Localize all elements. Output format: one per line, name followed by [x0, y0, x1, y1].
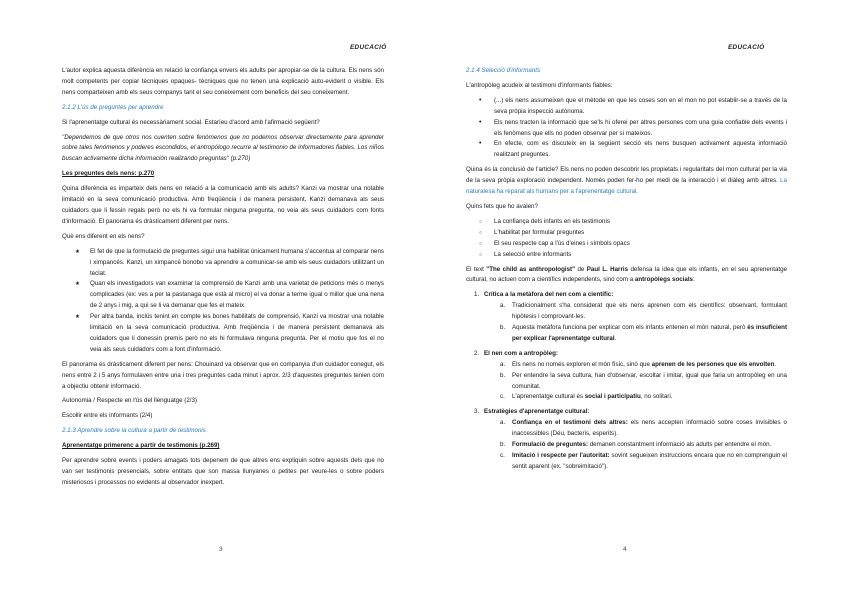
- outline-list: [466, 290, 787, 473]
- conclusion-highlight: La naturalesa ha reparat als humans per a l'aprenentatge cultural.: [466, 177, 787, 196]
- list-item: ★ Quan els investigadors van examinar la comprensió de Kanzi amb una varietat de peticions més o menys complicades (ex: ves a per la pastanaga que està al micro) el va donar a terme igual o millor que una nena de 2 anys i mig, a qui se li va demanar que fes el mateix.: [62, 279, 384, 312]
- sub-item: [484, 392, 787, 403]
- section-heading: Les preguntes dels nens: p.270: [62, 170, 155, 178]
- page-number: 4: [623, 546, 627, 553]
- sub-letter: c.: [500, 393, 505, 401]
- list-item: • Els nens tracten la informació que se'ls hi oferei per altres persones com una guia confiable dels events i els fenòmens que ells no poden observar per si mateixos.: [466, 118, 787, 140]
- paragraph: L'autor explica aquesta diferència en relació la confiança envers els adults per apropiar-se de la cultura. Els nens són molt competents per copiar tècniques opaques- tècniques que no tenen una explicació auto-evident o visible. Els nens comparteixen amb els seus companys tant el seu coneixement com beneficis del seu coneixement.: [62, 67, 384, 96]
- sub-bold: social i participatiu: [584, 393, 641, 401]
- question: Si l'aprenentatge cultural és necessàriament social. Estaríeu d'acord amb l'afirmació següent?: [62, 118, 320, 126]
- text-run: de: [575, 265, 587, 273]
- sub-letter: a.: [500, 302, 506, 310]
- sub-bold: Confiança en el testimoni dels altres:: [512, 419, 628, 427]
- text-line: Autonomia / Respecte en l'ús del llenguatge (2/3): [62, 397, 197, 405]
- key-term: antropòlegs socials: [634, 276, 694, 284]
- question: Quins fets que ho avalen?: [466, 202, 538, 210]
- paragraph: Quina diferència es imparteix dels nens en relació a la comunicació amb els adults? Kanzi va mostrar una notable limitació en la seva comunicació productiva. Amb freqüència i de manera persistent, Kanzi demanava als seus cuidadors que li fessin regals però no els hi va formular ninguna pregunta, no veia als seus cuidadors com fonts d'informació. El panorama és dràsticament diferent per nens.: [62, 185, 384, 225]
- book-title: "The child as anthropologist": [486, 265, 576, 273]
- outline-title: Crítica a la metàfora del nen com a científic:: [484, 291, 614, 299]
- sub-tail: , no solitari.: [640, 393, 673, 401]
- outline-item: [466, 290, 787, 345]
- outline-number: 2.: [474, 349, 480, 357]
- sub-list: [484, 301, 787, 345]
- page-body: [466, 66, 787, 477]
- sub-letter: b.: [500, 441, 506, 449]
- sub-item: [484, 440, 787, 451]
- section-heading: Aprenentatge primerenc a partir de testimonis (p.269): [62, 442, 220, 450]
- sub-letter: b.: [500, 371, 506, 379]
- page-body: [62, 66, 384, 493]
- star-list: [62, 247, 384, 356]
- sub-text: Els nens no només exploren el món físic, sinó que: [512, 360, 652, 368]
- sub-bold: Imitació i respecte per l'autoritat:: [512, 452, 610, 459]
- sub-bold: és insuficient per explicar l'aprenentatge cultural: [512, 324, 787, 342]
- outline-title: El nen com a antropòleg:: [484, 349, 558, 357]
- sub-letter: a.: [500, 360, 506, 368]
- sub-text: sovint segueixen instruccions encara que no en comprenguin el sentit aparent (ex. "sobreimitació").: [512, 452, 787, 470]
- sub-item: [484, 418, 787, 440]
- sub-bold: Formulació de preguntes:: [512, 441, 588, 449]
- sub-item: [484, 323, 787, 345]
- list-item: • En efecte, com es discuteix en la següent secció els nens busquen activament aquesta informació realitzant preguntes.: [466, 139, 787, 161]
- sub-text: L'aprenentatge cultural és: [512, 393, 585, 401]
- text-run: defensa la idea que els infants, en el seu aprenentatge cultural, no actuen com a científics independents, sinó com a: [466, 265, 787, 284]
- paragraph: El panorama és dràsticament diferent per nens: Chouinard va observar que en companyia d'un cuidador conegut, els nens entre 2 i 5 anys formulaven entre una i tres preguntes cada minut i aprox. 2/3 d'aquestes preguntes tenien com a objectiu obtenir informació.: [62, 360, 384, 390]
- paragraph: [466, 265, 787, 287]
- page-header: EDUCACIÓ: [728, 44, 765, 51]
- list-item: ○ La selecció entre informants: [466, 250, 787, 261]
- sub-list: [484, 360, 787, 404]
- list-item: ★ Per altra banda, inclús tenint en compte les bones habilitats de comprensió, Kanzi va mostrar una notable limitació en la seva comunicació productiva. Amb freqüència i de manera persistent demanava als cuidadors que li donessin premis però no els hi formulava ninguna pregunta. Per el motiu que fos el no veia als seus cuidadors com a font d'informació.: [62, 312, 384, 356]
- sub-tail: .: [774, 360, 777, 368]
- outline-title: Estratègies d'aprenentatge cultural:: [484, 408, 590, 416]
- paragraph: L'antropòleg acudeix al testimoni d'informants fiables:: [466, 81, 613, 89]
- sub-bold: aprenen de les persones que els envolten: [651, 360, 775, 368]
- page-right: [424, 0, 848, 599]
- bullet-list: [466, 96, 787, 161]
- list-item: ○ La confiança dels infants en els testimonis: [466, 217, 787, 228]
- text-run: :: [693, 276, 695, 284]
- outline-number: 3.: [474, 408, 480, 416]
- sub-list: [484, 418, 787, 473]
- sub-text: Tradicionalment s'ha considerat que els nens aprenen com els científics: observant, formulant hipòtesis i comprovant-les.: [512, 302, 787, 321]
- paragraph: Per aprendre sobre events i poders amagats tots depenem de que altres ens expliquin sobre aquests dels que no van ser testimonis presencials, sobre entitats que son massa llunyanes o petites per veure-les o sobre poders misteriosos i processos no evidents al observador inexpert.: [62, 457, 384, 486]
- outline-item: [466, 407, 787, 472]
- circle-list: [466, 217, 787, 261]
- conclusion-paragraph: [466, 165, 787, 198]
- section-subtitle: 2.1.3 Aprendre sobre la cultura a partir de testimonis: [62, 427, 206, 435]
- quote: "Dependemos de que otros nos cuenten sobre fenómenos que no podemos observar directamente para aprender sobre tales fenómenos y poderes escondidos, el antropólogo recurre al testimonio de informadores fiables. Los niños buscan activamente dicha información realizando preguntas" (p.270): [62, 133, 384, 163]
- conclusion-text: Quina és la conclusió de l'article? Els nens no poden descobrir les propietats i regularitats del mon cultural per la via de la seva pròpia exploració independent. Només poden fer-ho per medi de la interacció i el diàleg amb altres.: [466, 166, 787, 185]
- page-header: EDUCACIÓ: [350, 44, 387, 51]
- question: Què ens diferent en els nens?: [62, 232, 145, 240]
- outline-item: [466, 349, 787, 404]
- sub-text: els nens accepten informació sobre coses invisibles o inaccessibles (Déu, bacteris, esperits).: [512, 419, 787, 438]
- sub-text: demanen constantment informació als adults per entendre el món.: [587, 441, 772, 449]
- author-name: Paul L. Harris: [586, 265, 629, 273]
- page-number: 3: [219, 546, 223, 553]
- sub-item: [484, 451, 787, 473]
- sub-text: Aquesta metàfora funciona per explicar com els infants entenen el món natural, però: [512, 324, 748, 332]
- sub-text: Per entendre la seva cultura, han d'observar, escoltar i imitar, igual que faria un antropòleg en una comunitat.: [512, 371, 787, 390]
- sub-letter: c.: [500, 452, 505, 459]
- section-subtitle: 2.1.2 L'ús de preguntes per aprendre: [62, 103, 164, 111]
- sub-letter: a.: [500, 419, 506, 427]
- list-item: ○ L'habilitat per formular preguntes: [466, 228, 787, 239]
- list-item: ○ El seu respecte cap a l'ús d'eines i símbols opacs: [466, 239, 787, 250]
- sub-tail: .: [614, 334, 617, 342]
- text-run: El text: [466, 265, 487, 273]
- outline-number: 1.: [474, 291, 480, 299]
- sub-item: [484, 371, 787, 393]
- list-item: • (...) els nens assumeixen que el mètode en que les coses son en el mon no pot establir-se a través de la seva pròpia inspecció autònoma.: [466, 96, 787, 118]
- sub-letter: b.: [500, 324, 506, 332]
- text-line: Escollir entre els informants (2/4): [62, 412, 153, 420]
- section-subtitle: 2.1.4 Selecció d'informants: [466, 67, 541, 74]
- sub-item: [484, 301, 787, 323]
- sub-item: [484, 360, 787, 371]
- list-item: ★ El fet de que la formulació de preguntes sigui una habilitat únicament humana s'accentua al comparar nens i ximpancés. Kanzi, un ximpancé bonobo va aprendre a comunicar-se amb els seus cuidadors utilitzant un teclat.: [62, 247, 384, 280]
